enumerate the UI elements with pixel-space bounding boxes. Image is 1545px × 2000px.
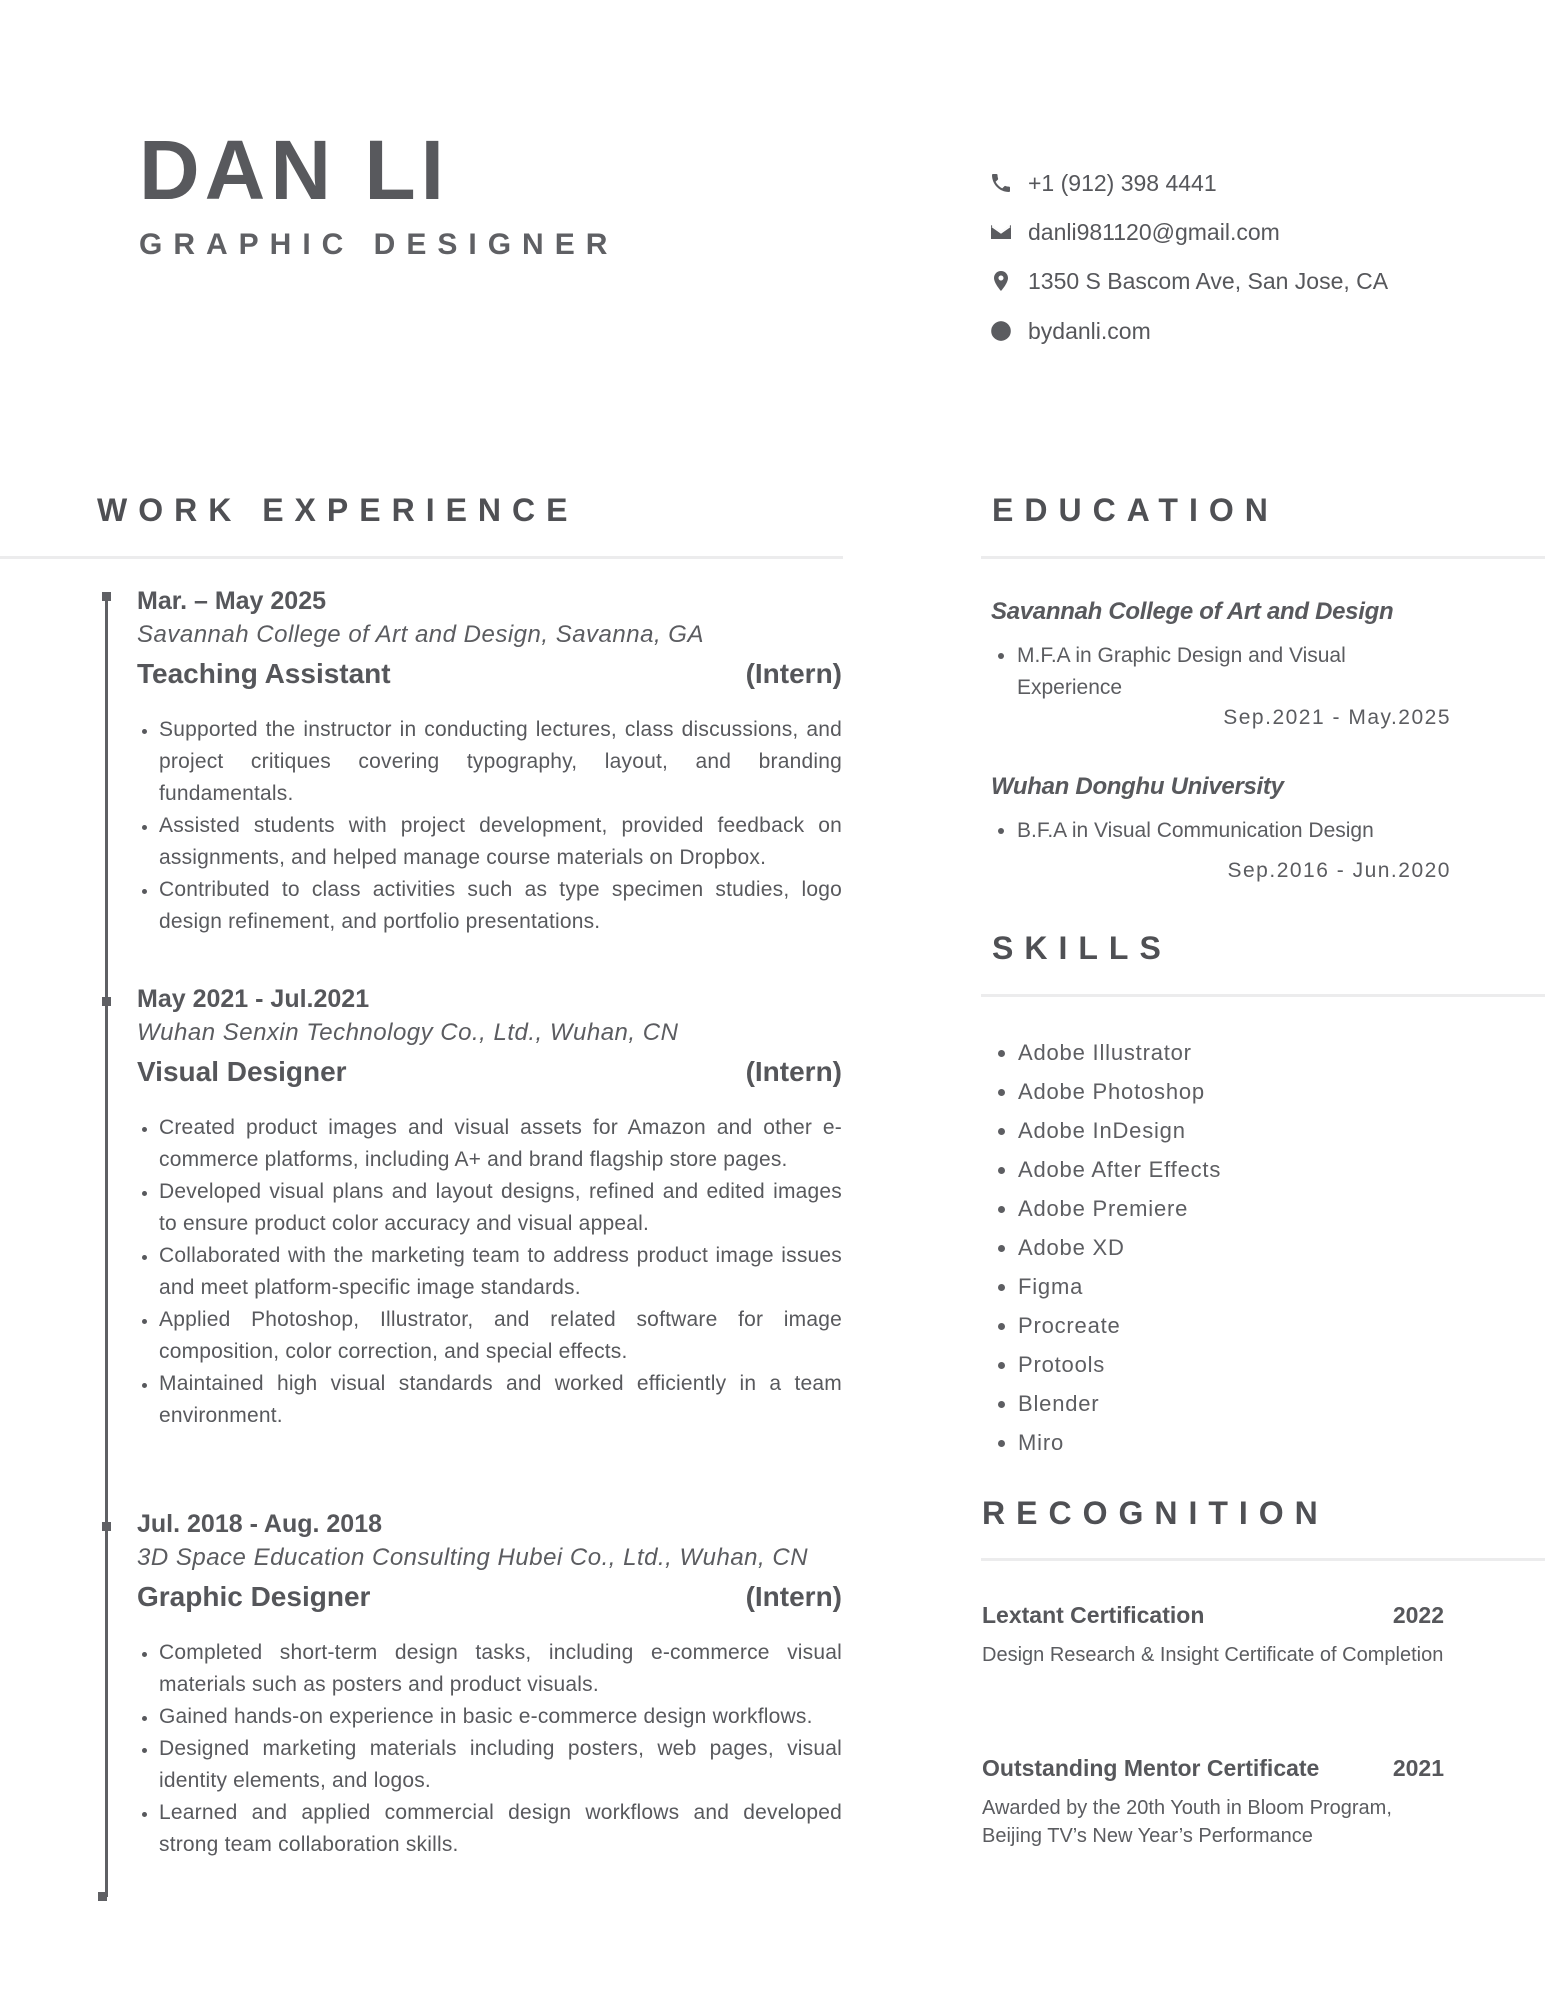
- skill-item: • Procreate: [1018, 1306, 1221, 1345]
- education-degree-list: [991, 640, 1451, 704]
- job-bullet: • Completed short-term design tasks, including e-commerce visual materials such as posters and product visuals.: [159, 1637, 842, 1701]
- recognition-entry: [982, 1755, 1444, 1850]
- skills-divider: [981, 994, 1545, 997]
- timeline-node: [102, 1522, 111, 1531]
- education-heading: EDUCATION: [992, 492, 1279, 528]
- skill-item: • Adobe Premiere: [1018, 1189, 1221, 1228]
- job-bullet: • Developed visual plans and layout designs, refined and edited images to ensure product color accuracy and visual appeal.: [159, 1176, 842, 1240]
- contact-website: [988, 316, 1151, 346]
- education-school: Savannah College of Art and Design: [991, 598, 1394, 625]
- skill-item: • Adobe InDesign: [1018, 1111, 1221, 1150]
- work-divider: [0, 556, 843, 559]
- education-degree: • B.F.A in Visual Communication Design: [1017, 815, 1451, 847]
- recognition-head: [982, 1755, 1444, 1782]
- job-bullet: • Supported the instructor in conducting lectures, class discussions, and project critiques covering typography, layout, and branding fundamentals.: [159, 714, 842, 810]
- timeline-line: [105, 592, 108, 1897]
- education-degree: • M.F.A in Graphic Design and Visual Experience: [1017, 640, 1451, 704]
- education-period: Sep.2021 - May.2025: [1223, 706, 1451, 729]
- job-role: Visual Designer: [137, 1056, 347, 1087]
- contact-email: [988, 217, 1280, 247]
- job-type: (Intern): [745, 1056, 842, 1087]
- job-bullets: [137, 714, 842, 938]
- job-title-row: [137, 654, 842, 694]
- skills-heading: SKILLS: [992, 930, 1172, 966]
- work-experience-heading: WORK EXPERIENCE: [97, 492, 579, 528]
- job-bullet: • Contributed to class activities such as type specimen studies, logo design refinement, and portfolio presentations.: [159, 874, 842, 938]
- resume-name: DAN LI: [139, 123, 449, 217]
- skill-item: • Adobe Illustrator: [1018, 1033, 1221, 1072]
- education-period: Sep.2016 - Jun.2020: [1227, 859, 1451, 882]
- job-bullet: • Learned and applied commercial design workflows and developed strong team collaboration skills.: [159, 1797, 842, 1861]
- phone-icon: [988, 170, 1014, 196]
- education-divider: [981, 556, 1545, 559]
- skill-item: • Adobe Photoshop: [1018, 1072, 1221, 1111]
- timeline-node: [102, 997, 111, 1006]
- job-company: Savannah College of Art and Design, Savanna, GA: [137, 621, 704, 648]
- skill-item: • Figma: [1018, 1267, 1221, 1306]
- job-title-row: [137, 1052, 842, 1092]
- recognition-year: 2022: [1392, 1602, 1444, 1628]
- job-bullet: • Gained hands-on experience in basic e-commerce design workflows.: [159, 1701, 842, 1733]
- job-bullet: • Created product images and visual assets for Amazon and other e-commerce platforms, including A+ and brand flagship store pages.: [159, 1112, 842, 1176]
- recognition-name: Outstanding Mentor Certificate: [982, 1755, 1320, 1781]
- skill-item: • Adobe After Effects: [1018, 1150, 1221, 1189]
- education-degree-list: [991, 815, 1451, 847]
- skill-item: • Protools: [1018, 1345, 1221, 1384]
- recognition-head: [982, 1602, 1444, 1629]
- resume-title: GRAPHIC DESIGNER: [139, 228, 619, 261]
- job-entry: [137, 1507, 842, 1861]
- skill-item: • Miro: [1018, 1423, 1221, 1462]
- recognition-desc: Awarded by the 20th Youth in Bloom Program, Beijing TV’s New Year’s Performance: [982, 1797, 1392, 1847]
- location-pin-icon: [988, 268, 1014, 294]
- email-link[interactable]: danli981120@gmail.com: [1028, 218, 1280, 245]
- job-entry: [137, 584, 842, 938]
- timeline-node: [98, 1892, 107, 1901]
- job-bullets: [137, 1637, 842, 1861]
- recognition-divider: [981, 1558, 1545, 1561]
- job-entry: [137, 982, 842, 1432]
- website-link[interactable]: bydanli.com: [1028, 317, 1151, 344]
- job-bullet: • Maintained high visual standards and worked efficiently in a team environment.: [159, 1368, 842, 1432]
- job-role: Graphic Designer: [137, 1581, 371, 1612]
- job-type: (Intern): [745, 1581, 842, 1612]
- skill-item: • Adobe XD: [1018, 1228, 1221, 1267]
- job-title-row: [137, 1577, 842, 1617]
- envelope-icon: [988, 219, 1014, 245]
- job-date: May 2021 - Jul.2021: [137, 985, 370, 1013]
- recognition-name: Lextant Certification: [982, 1602, 1205, 1628]
- job-company: Wuhan Senxin Technology Co., Ltd., Wuhan, CN: [137, 1019, 679, 1046]
- job-bullets: [137, 1112, 842, 1432]
- job-bullet: • Applied Photoshop, Illustrator, and related software for image composition, color correction, and special effects.: [159, 1304, 842, 1368]
- job-bullet: • Assisted students with project development, provided feedback on assignments, and helped manage course materials on Dropbox.: [159, 810, 842, 874]
- job-bullet: • Collaborated with the marketing team to address product image issues and meet platform-specific image standards.: [159, 1240, 842, 1304]
- education-entry: [991, 773, 1451, 883]
- job-company: 3D Space Education Consulting Hubei Co., Ltd., Wuhan, CN: [137, 1544, 809, 1571]
- job-bullet: • Designed marketing materials including posters, web pages, visual identity elements, and logos.: [159, 1733, 842, 1797]
- skills-list: [992, 1033, 1221, 1462]
- job-type: (Intern): [745, 658, 842, 689]
- job-role: Teaching Assistant: [137, 658, 391, 689]
- job-date: Jul. 2018 - Aug. 2018: [137, 1510, 383, 1538]
- phone-text: +1 (912) 398 4441: [1028, 169, 1217, 196]
- recognition-desc: Design Research & Insight Certificate of Completion: [982, 1644, 1444, 1666]
- contact-address: [988, 266, 1388, 296]
- job-date: Mar. – May 2025: [137, 587, 327, 615]
- contact-phone: [988, 168, 1217, 198]
- timeline-node: [102, 592, 111, 601]
- education-school: Wuhan Donghu University: [991, 773, 1284, 800]
- recognition-heading: RECOGNITION: [982, 1495, 1329, 1531]
- address-text: 1350 S Bascom Ave, San Jose, CA: [1028, 267, 1389, 294]
- education-entry: [991, 598, 1451, 730]
- skill-item: • Blender: [1018, 1384, 1221, 1423]
- globe-icon: [988, 318, 1014, 344]
- recognition-entry: [982, 1602, 1444, 1669]
- recognition-year: 2021: [1392, 1755, 1444, 1781]
